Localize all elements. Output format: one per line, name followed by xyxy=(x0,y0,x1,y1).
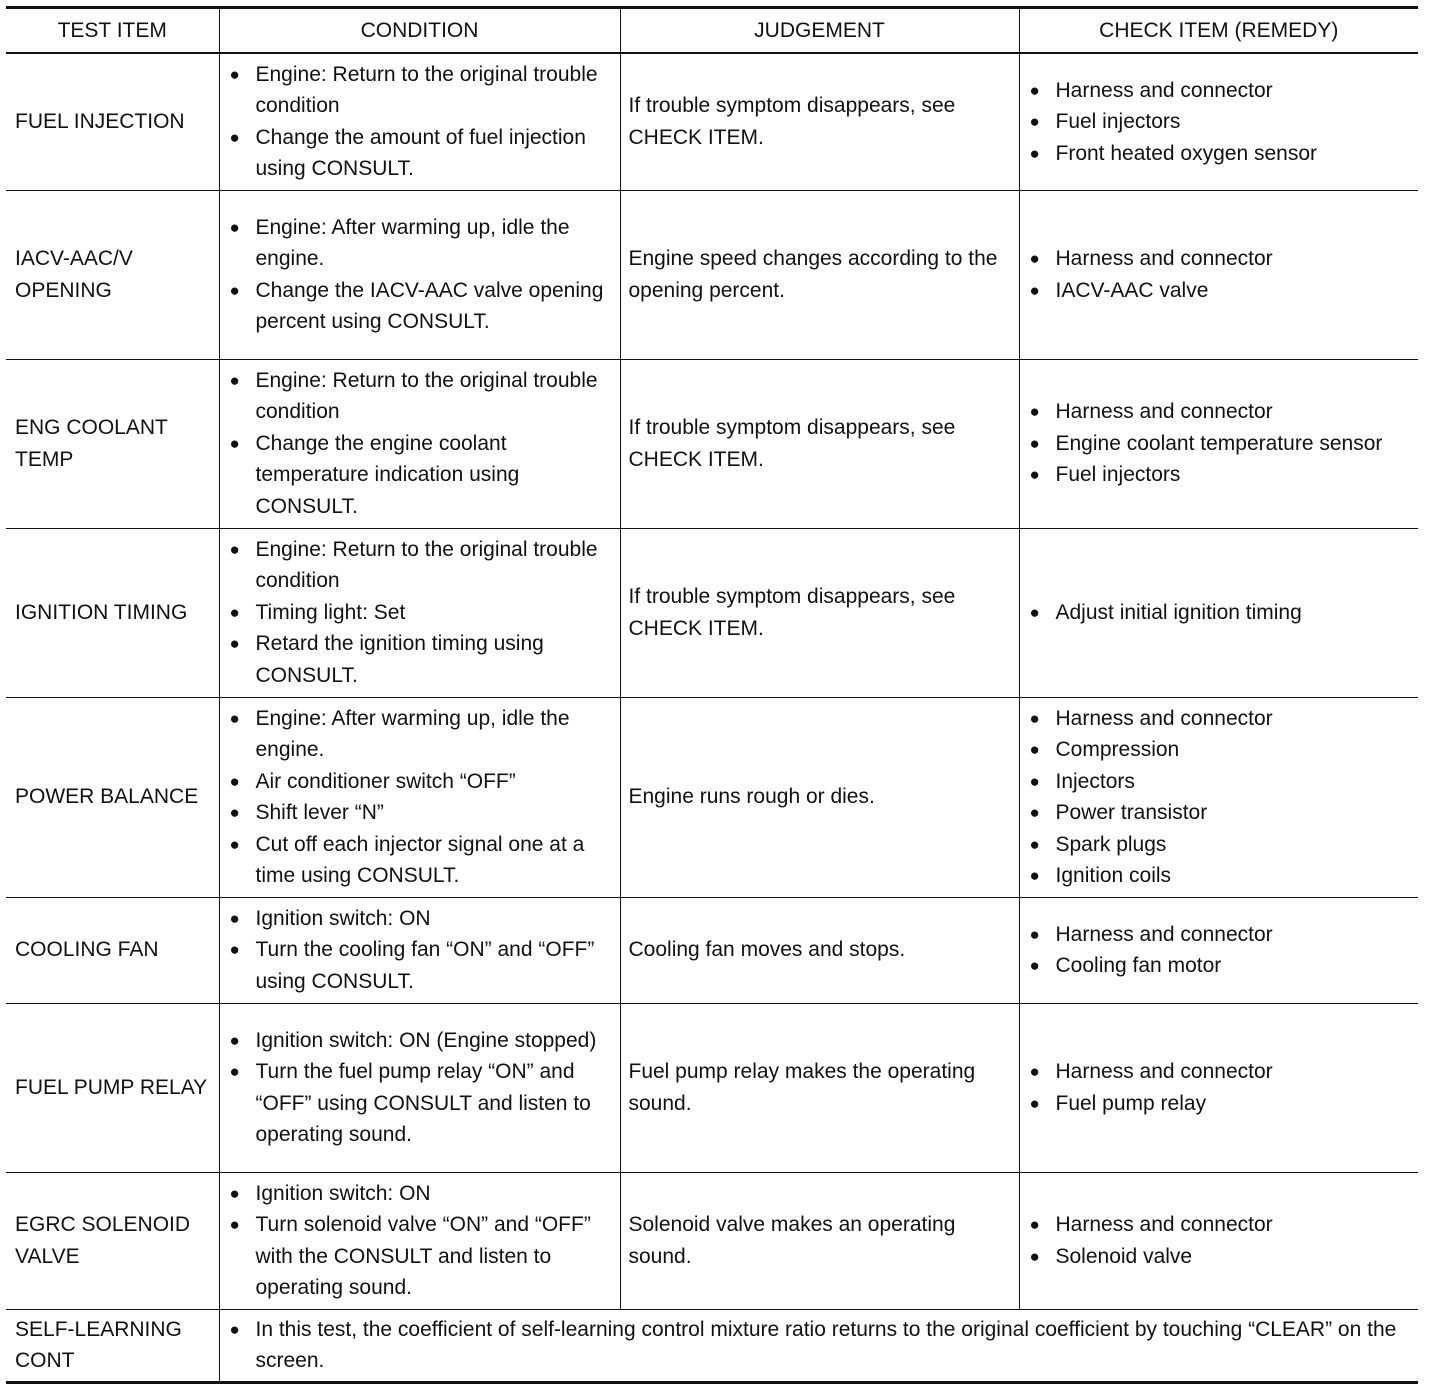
table-row-self-learning xyxy=(6,1309,1418,1382)
condition-item: ● Engine: Return to the original trouble condition xyxy=(228,365,612,428)
condition-item: ● Retard the ignition timing using CONSULT. xyxy=(228,628,612,691)
note-list xyxy=(228,1314,1411,1377)
row-test-item: IACV-AAC/V OPENING xyxy=(6,190,219,359)
check-item: ● Solenoid valve xyxy=(1028,1241,1411,1273)
condition-item: ● Shift lever “N” xyxy=(228,797,612,829)
row-condition-list xyxy=(228,903,612,998)
condition-item: ● Turn the fuel pump relay “ON” and “OFF” using CONSULT and listen to operating sound. xyxy=(228,1056,612,1151)
row-judgement: If trouble symptom disappears, see CHECK ITEM. xyxy=(620,359,1019,528)
row-check-item xyxy=(1019,697,1418,897)
check-item: ● Injectors xyxy=(1028,766,1411,798)
row-judgement: Cooling fan moves and stops. xyxy=(620,897,1019,1003)
condition-item: ● Change the IACV-AAC valve opening percent using CONSULT. xyxy=(228,275,612,338)
check-item: ● Harness and connector xyxy=(1028,243,1411,275)
row-test-item: IGNITION TIMING xyxy=(6,528,219,697)
row-condition xyxy=(219,190,620,359)
check-item: ● IACV-AAC valve xyxy=(1028,275,1411,307)
condition-item: ● Air conditioner switch “OFF” xyxy=(228,766,612,798)
row-condition xyxy=(219,1003,620,1172)
row-condition xyxy=(219,528,620,697)
check-item: ● Harness and connector xyxy=(1028,396,1411,428)
table-row xyxy=(6,1172,1418,1309)
check-item: ● Engine coolant temperature sensor xyxy=(1028,428,1411,460)
row-judgement: Engine runs rough or dies. xyxy=(620,697,1019,897)
header-judgement: JUDGEMENT xyxy=(620,8,1019,54)
check-item: ● Compression xyxy=(1028,734,1411,766)
condition-item: ● Turn solenoid valve “ON” and “OFF” with the CONSULT and listen to operating sound. xyxy=(228,1209,612,1304)
row-check-item-list xyxy=(1028,75,1411,170)
table-row xyxy=(6,53,1418,190)
row-condition xyxy=(219,697,620,897)
row-test-item: EGRC SOLENOID VALVE xyxy=(6,1172,219,1309)
row-judgement: Engine speed changes according to the opening percent. xyxy=(620,190,1019,359)
row-condition-list xyxy=(228,1025,612,1151)
row-check-item xyxy=(1019,190,1418,359)
row-condition-list xyxy=(228,703,612,892)
row-check-item xyxy=(1019,53,1418,190)
condition-item: ● Engine: After warming up, idle the engine. xyxy=(228,212,612,275)
condition-item: ● Ignition switch: ON (Engine stopped) xyxy=(228,1025,612,1057)
check-item: ● Spark plugs xyxy=(1028,829,1411,861)
condition-item: ● Change the engine coolant temperature indication using CONSULT. xyxy=(228,428,612,523)
table-row xyxy=(6,528,1418,697)
row-judgement: Fuel pump relay makes the operating sound. xyxy=(620,1003,1019,1172)
condition-item: ● Ignition switch: ON xyxy=(228,903,612,935)
row-check-item-list xyxy=(1028,703,1411,892)
header-condition: CONDITION xyxy=(219,8,620,54)
row-check-item-list xyxy=(1028,919,1411,982)
row-check-item xyxy=(1019,1003,1418,1172)
row-condition-list xyxy=(228,534,612,692)
condition-item: ● Turn the cooling fan “ON” and “OFF” using CONSULT. xyxy=(228,934,612,997)
row-judgement: If trouble symptom disappears, see CHECK ITEM. xyxy=(620,528,1019,697)
check-item: ● Fuel injectors xyxy=(1028,106,1411,138)
row-test-item: SELF-LEARNING CONT xyxy=(6,1309,219,1382)
row-check-item-list xyxy=(1028,597,1411,629)
check-item: ● Ignition coils xyxy=(1028,860,1411,892)
table-row xyxy=(6,359,1418,528)
header-test-item: TEST ITEM xyxy=(6,8,219,54)
row-check-item xyxy=(1019,1172,1418,1309)
row-condition-list xyxy=(228,212,612,338)
check-item: ● Fuel pump relay xyxy=(1028,1088,1411,1120)
row-check-item-list xyxy=(1028,1056,1411,1119)
check-item: ● Harness and connector xyxy=(1028,703,1411,735)
row-judgement: Solenoid valve makes an operating sound. xyxy=(620,1172,1019,1309)
row-condition xyxy=(219,897,620,1003)
active-test-table xyxy=(6,6,1418,1384)
row-condition-list xyxy=(228,1178,612,1304)
row-check-item xyxy=(1019,528,1418,697)
check-item: ● Adjust initial ignition timing xyxy=(1028,597,1411,629)
row-test-item: POWER BALANCE xyxy=(6,697,219,897)
row-test-item: FUEL PUMP RELAY xyxy=(6,1003,219,1172)
row-check-item-list xyxy=(1028,396,1411,491)
check-item: ● Harness and connector xyxy=(1028,75,1411,107)
check-item: ● Front heated oxygen sensor xyxy=(1028,138,1411,170)
table-row xyxy=(6,190,1418,359)
condition-item: ● Engine: Return to the original trouble condition xyxy=(228,534,612,597)
row-judgement: If trouble symptom disappears, see CHECK ITEM. xyxy=(620,53,1019,190)
condition-item: ● Engine: After warming up, idle the engine. xyxy=(228,703,612,766)
check-item: ● Cooling fan motor xyxy=(1028,950,1411,982)
check-item: ● Power transistor xyxy=(1028,797,1411,829)
row-condition-list xyxy=(228,365,612,523)
row-condition xyxy=(219,359,620,528)
row-note xyxy=(219,1309,1418,1382)
row-check-item-list xyxy=(1028,1209,1411,1272)
condition-item: ● Ignition switch: ON xyxy=(228,1178,612,1210)
condition-item: ● Cut off each injector signal one at a time using CONSULT. xyxy=(228,829,612,892)
check-item: ● Harness and connector xyxy=(1028,1056,1411,1088)
row-test-item: ENG COOLANT TEMP xyxy=(6,359,219,528)
check-item: ● Harness and connector xyxy=(1028,919,1411,951)
condition-item: ● Change the amount of fuel injection using CONSULT. xyxy=(228,122,612,185)
condition-item: ● Engine: Return to the original trouble condition xyxy=(228,59,612,122)
row-condition xyxy=(219,53,620,190)
row-condition xyxy=(219,1172,620,1309)
row-check-item-list xyxy=(1028,243,1411,306)
row-test-item: COOLING FAN xyxy=(6,897,219,1003)
header-row xyxy=(6,8,1418,54)
table-row xyxy=(6,1003,1418,1172)
row-check-item xyxy=(1019,359,1418,528)
table-row xyxy=(6,697,1418,897)
check-item: ● Harness and connector xyxy=(1028,1209,1411,1241)
row-condition-list xyxy=(228,59,612,185)
note-item: ● In this test, the coefficient of self-learning control mixture ratio returns to the original coefficient by touching “CLEAR” on the screen. xyxy=(228,1314,1411,1377)
row-check-item xyxy=(1019,897,1418,1003)
check-item: ● Fuel injectors xyxy=(1028,459,1411,491)
condition-item: ● Timing light: Set xyxy=(228,597,612,629)
header-check-item: CHECK ITEM (REMEDY) xyxy=(1019,8,1418,54)
row-test-item: FUEL INJECTION xyxy=(6,53,219,190)
table-row xyxy=(6,897,1418,1003)
